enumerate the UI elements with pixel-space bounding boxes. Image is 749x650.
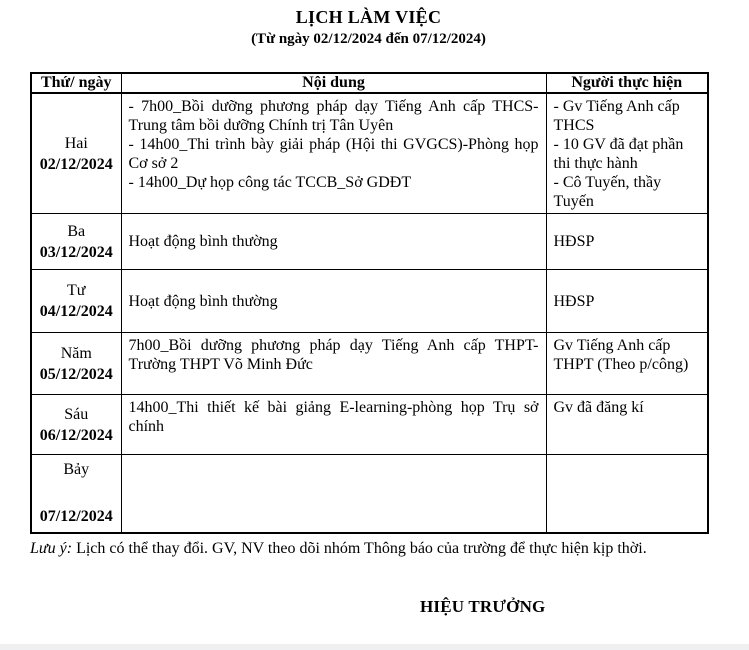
day-label: Tư [67, 282, 86, 299]
day-label: Sáu [64, 405, 89, 423]
assignee-cell [546, 270, 708, 333]
schedule-header [31, 73, 708, 93]
page-subtitle: (Từ ngày 02/12/2024 đến 07/12/2024) [251, 31, 486, 47]
header-row [31, 73, 708, 93]
assignee-cell [546, 214, 708, 270]
content-line: 7h00_Bồi dưỡng phương pháp dạy Tiếng Anh cấp THPT-Trường THPT Võ Minh Đức [128, 337, 539, 373]
note-text: Lịch có thể thay đổi. GV, NV theo dõi nhóm Thông báo của trường để thực hiện kịp thời. [72, 540, 647, 557]
day-cell [31, 333, 121, 395]
footer-note [30, 537, 675, 560]
note-label: Lưu ý: [30, 540, 73, 557]
signature-title: HIỆU TRƯỞNG [420, 597, 546, 616]
header-assignee: Người thực hiện [546, 73, 708, 93]
content-line: Hoạt động bình thường [128, 292, 278, 310]
assignee-line: HĐSP [553, 292, 595, 310]
content-line: 14h00_Thi thiết kế bài giảng E-learning-phòng họp Trụ sở chính [128, 399, 539, 435]
content-line: - 14h00_Dự họp công tác TCCB_Sở GDĐT [128, 174, 412, 191]
title-block [30, 6, 707, 49]
assignee-line: - Cô Tuyến, thầy Tuyến [553, 174, 662, 210]
schedule-body [31, 93, 708, 533]
day-cell [31, 93, 121, 214]
schedule-table [30, 72, 709, 534]
assignee-cell [546, 333, 708, 395]
day-cell [31, 214, 121, 270]
assignee-line: Gv Tiếng Anh cấp THPT (Theo p/công) [553, 337, 689, 373]
content-cell [121, 455, 546, 533]
assignee-line: HĐSP [553, 233, 595, 250]
content-cell [121, 93, 546, 214]
date-label: 02/12/2024 [39, 155, 113, 173]
content-cell [121, 395, 546, 455]
assignee-cell [546, 395, 708, 455]
assignee-line: - Gv Tiếng Anh cấp THCS [553, 98, 680, 134]
day-cell [31, 270, 121, 333]
content-line: Hoạt động bình thường [128, 233, 278, 250]
assignee-line: - 10 GV đã đạt phần thi thực hành [553, 136, 684, 172]
table-row [31, 93, 708, 214]
table-row [31, 214, 708, 270]
content-cell [121, 214, 546, 270]
header-day: Thứ/ ngày [31, 73, 121, 93]
date-label: 07/12/2024 [39, 508, 113, 526]
date-label: 03/12/2024 [39, 243, 113, 261]
page-title: LỊCH LÀM VIỆC [295, 7, 442, 27]
day-label: Hai [64, 134, 88, 152]
assignee-line: Gv đã đăng kí [553, 399, 644, 416]
table-row [31, 333, 708, 395]
content-line: - 14h00_Thi trình bày giải pháp (Hội thi GVGCS)-Phòng họp Cơ sở 2 [128, 136, 539, 172]
content-cell [121, 333, 546, 395]
day-cell [31, 455, 121, 533]
date-label: 05/12/2024 [39, 365, 113, 383]
table-row [31, 455, 708, 533]
day-label: Bảy [63, 461, 90, 479]
assignee-cell [546, 455, 708, 533]
content-cell [121, 270, 546, 333]
table-row [31, 270, 708, 333]
content-line: - 7h00_Bồi dưỡng phương pháp dạy Tiếng Anh cấp THCS-Trung tâm bồi dưỡng Chính trị Tân Uyên [128, 98, 539, 134]
table-row [31, 395, 708, 455]
date-label: 06/12/2024 [39, 426, 113, 444]
assignee-cell [546, 93, 708, 214]
day-label: Ba [67, 222, 86, 240]
header-content: Nội dung [121, 73, 546, 93]
bottom-bar [0, 644, 749, 650]
date-label: 04/12/2024 [39, 303, 113, 320]
day-label: Năm [60, 344, 92, 362]
day-cell [31, 395, 121, 455]
